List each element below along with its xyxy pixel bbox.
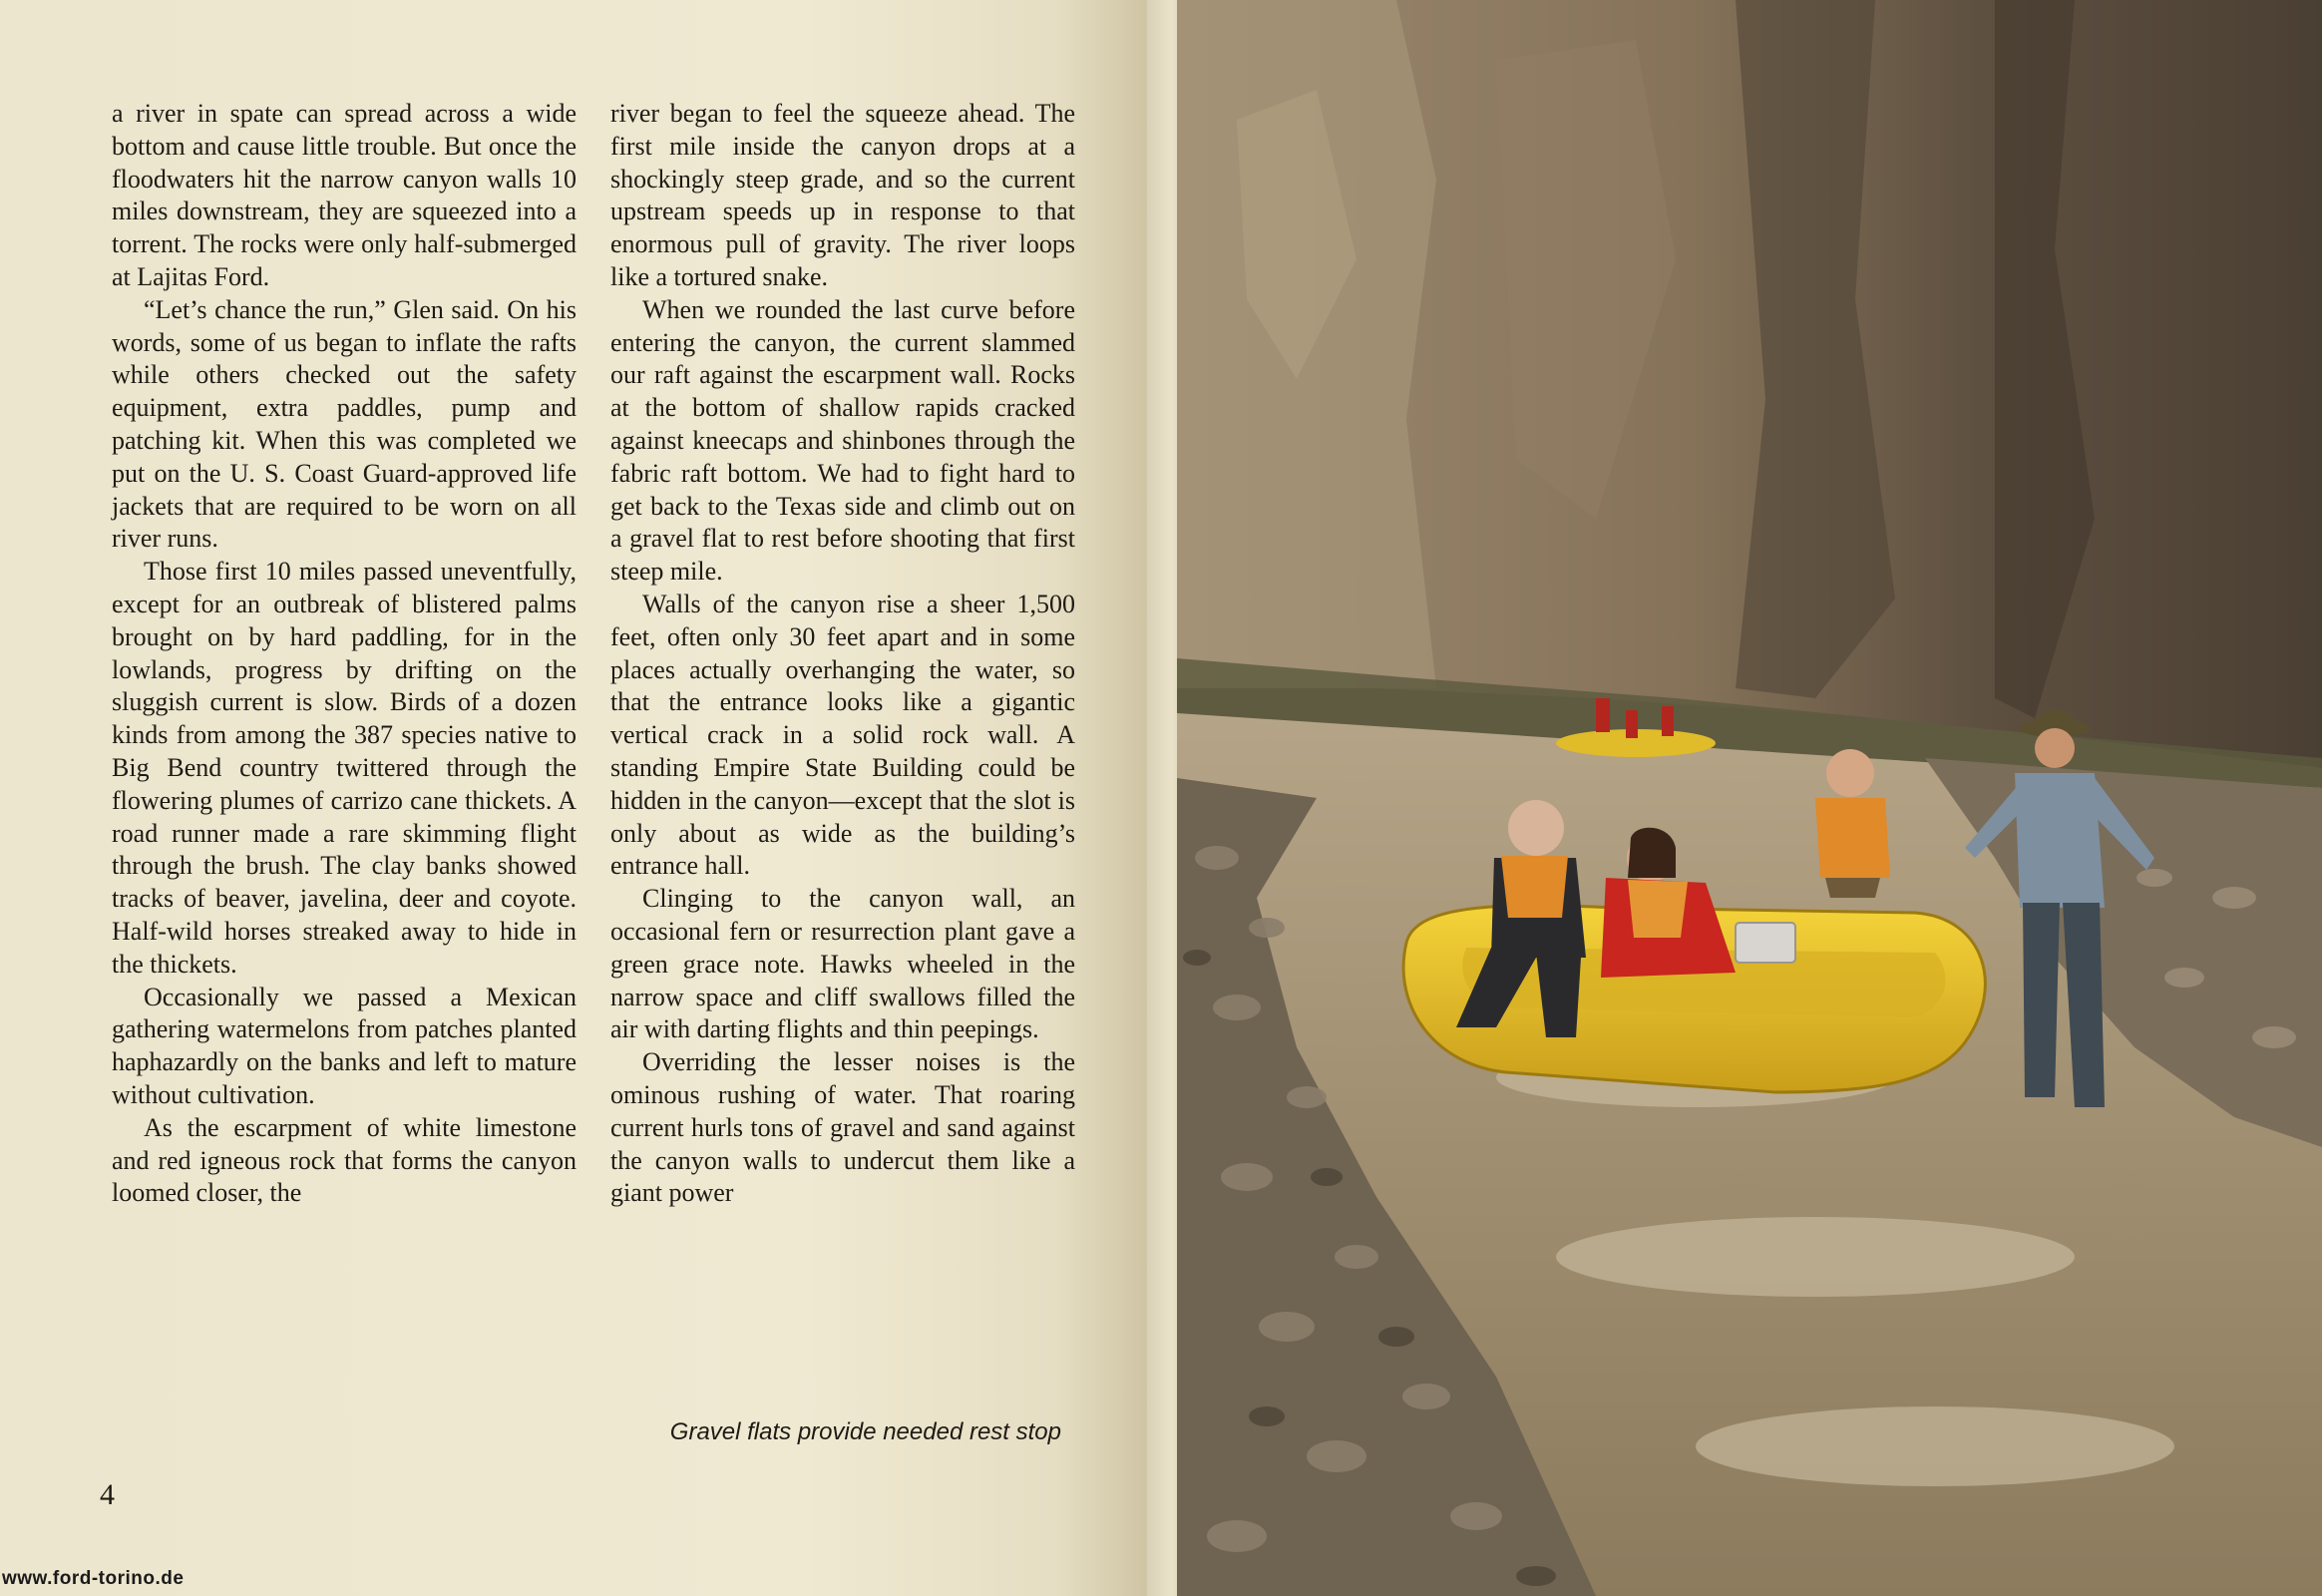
- page-number: 4: [100, 1478, 115, 1511]
- paragraph: When we rounded the last curve before entering the canyon, the current slammed our raft against the escarpment wall. Rocks at the bottom of shallow rapids cracked against kneecaps and shinbones through the fabric raft bottom. We had to fight hard to get back to the Texas side and climb out on a gravel flat to rest before shooting that first steep mile.: [610, 294, 1075, 587]
- paragraph: Walls of the canyon rise a sheer 1,500 feet, often only 30 feet apart and in some places actually overhanging the water, so that the entrance looks like a gigantic vertical crack in a solid rock wall. A standing Empire State Building could be hidden in the canyon—except that the slot is only about as wide as the building’s entrance hall.: [610, 589, 1075, 881]
- left-page: [0, 0, 1147, 1596]
- watermark: www.ford-torino.de: [2, 1568, 185, 1589]
- text-column-1: [112, 98, 577, 1210]
- paragraph: Overriding the lesser noises is the ominous rushing of water. That roaring current hurls tons of gravel and sand against the canyon walls to undercut them like a giant power: [610, 1047, 1075, 1208]
- paragraph: river began to feel the squeeze ahead. The first mile inside the canyon drops at a shockingly steep grade, and so the current upstream speeds up in response to that enormous pull of gravity. The river loops like a tortured snake.: [610, 99, 1075, 291]
- paragraph: a river in spate can spread across a wide bottom and cause little trouble. But once the floodwaters hit the narrow canyon walls 10 miles downstream, they are squeezed into a torrent. The rocks were only half-submerged at Lajitas Ford.: [112, 99, 577, 291]
- photo-caption: Gravel flats provide needed rest stop: [669, 1418, 1061, 1445]
- paragraph: Occasionally we passed a Mexican gathering watermelons from patches planted haphazardly on the banks and left to mature without cultivation.: [112, 982, 577, 1109]
- text-column-2: [610, 98, 1075, 1210]
- paragraph: “Let’s chance the run,” Glen said. On his words, some of us began to inflate the rafts while others checked out the safety equipment, extra paddles, pump and patching kit. When this was completed we put on the U. S. Coast Guard-approved life jackets that are required to be worn on all river runs.: [112, 294, 577, 554]
- paragraph: As the escarpment of white limestone and red igneous rock that forms the canyon loomed closer, the: [112, 1112, 577, 1208]
- paragraph: Clinging to the canyon wall, an occasional fern or resurrection plant gave a green grace note. Hawks wheeled in the narrow space and cliff swallows filled the air with darting flights and thin peepings.: [610, 884, 1075, 1044]
- paragraph: Those first 10 miles passed uneventfully, except for an outbreak of blistered palms brought on by hard paddling, for in the lowlands, progress by drifting on the sluggish current is slow. Birds of a dozen kinds from among the 387 species native to Big Bend country twittered through the flowering plumes of carrizo cane thickets. A road runner made a rare skimming flight through the brush. The clay banks showed tracks of beaver, javelina, deer and coyote. Half-wild horses streaked away to hide in the thickets.: [112, 557, 577, 979]
- canyon-rafting-photo: [1177, 0, 2322, 1596]
